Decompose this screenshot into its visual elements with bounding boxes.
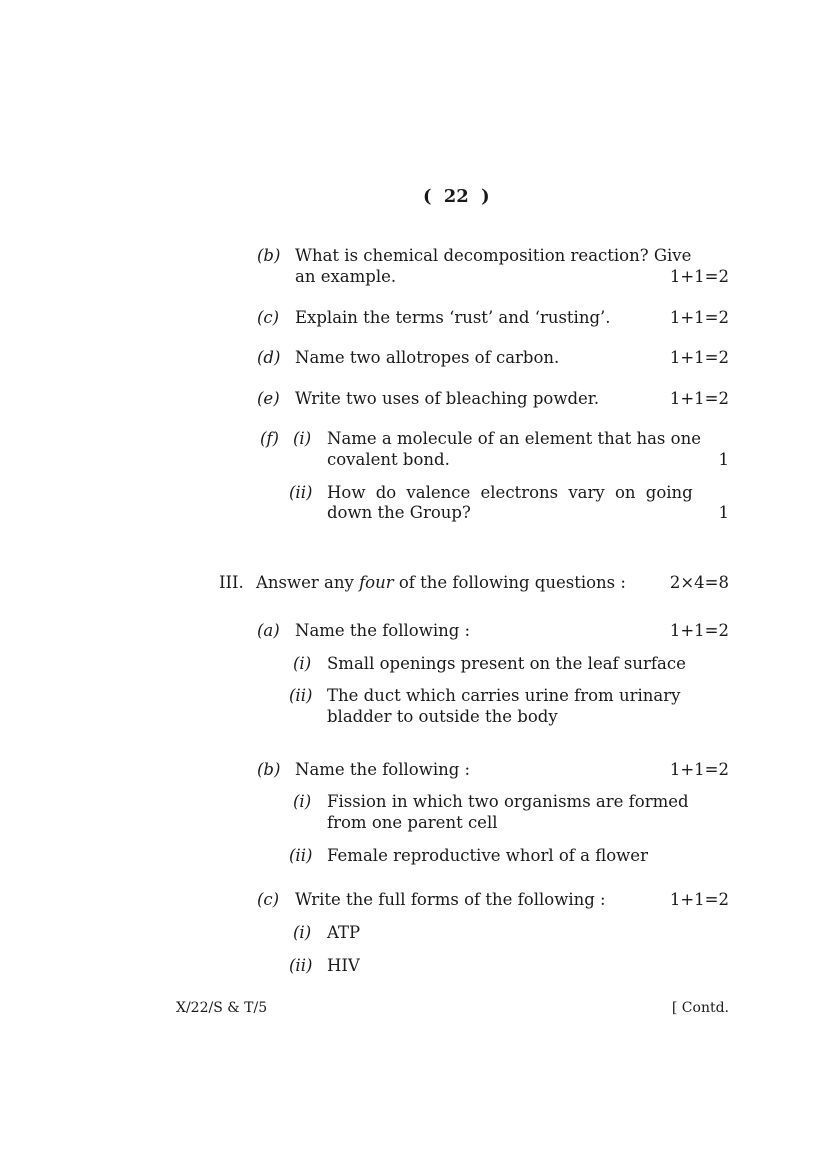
subquestion-text: down the Group?	[327, 503, 471, 522]
subquestion-text: The duct which carries urine from urinary	[327, 686, 681, 705]
subquestion-text: covalent bond.	[327, 450, 450, 469]
subquestion-label: (ii)	[289, 956, 313, 975]
subquestion-label: (i)	[293, 429, 312, 448]
subquestion-label: (ii)	[289, 686, 313, 705]
question-label: (e)	[257, 389, 280, 408]
section-numeral: III.	[219, 573, 244, 592]
instruction-text: Answer any	[256, 573, 360, 592]
subquestion-label: (i)	[293, 792, 312, 811]
marks: 1	[718, 503, 729, 522]
subquestion-label: (ii)	[289, 846, 313, 865]
paper-code: X/22/S & T/5	[176, 1000, 268, 1016]
marks: 1+1=2	[669, 348, 729, 367]
subquestion-text: Female reproductive whorl of a flower	[327, 846, 648, 865]
marks: 1+1=2	[669, 621, 729, 640]
subquestion-text: How do valence electrons vary on going	[327, 483, 693, 502]
subquestion-text: HIV	[327, 956, 360, 975]
subquestion-text: bladder to outside the body	[327, 707, 558, 726]
marks: 2×4=8	[669, 573, 729, 592]
subquestion-text: from one parent cell	[327, 813, 498, 832]
continued-note: [ Contd.	[671, 1000, 729, 1016]
question-text: What is chemical decomposition reaction? Give	[295, 246, 692, 265]
question-label: (a)	[257, 621, 280, 640]
question-text: Name two allotropes of carbon.	[295, 348, 560, 367]
marks: 1+1=2	[669, 760, 729, 779]
page-number: ( 22 )	[423, 186, 490, 207]
question-text: an example.	[295, 267, 397, 286]
marks: 1+1=2	[669, 267, 729, 286]
question-label: (d)	[257, 348, 281, 367]
subquestion-text: Small openings present on the leaf surface	[327, 654, 686, 673]
question-label: (c)	[257, 890, 280, 909]
marks: 1+1=2	[669, 308, 729, 327]
subquestion-label: (ii)	[289, 483, 313, 502]
marks: 1	[718, 450, 729, 469]
subquestion-text: Name a molecule of an element that has one	[327, 429, 701, 448]
question-label: (c)	[257, 308, 280, 327]
question-text: Write two uses of bleaching powder.	[295, 389, 600, 408]
question-text: Name the following :	[295, 621, 471, 640]
subquestion-text: ATP	[327, 923, 361, 942]
instruction-emphasis: four	[359, 573, 394, 592]
section-instruction	[256, 573, 626, 592]
question-label: (b)	[257, 246, 281, 265]
marks: 1+1=2	[669, 890, 729, 909]
question-text: Name the following :	[295, 760, 471, 779]
question-label: (b)	[257, 760, 281, 779]
instruction-text: of the following questions :	[393, 573, 626, 592]
subquestion-text: Fission in which two organisms are formed	[327, 792, 689, 811]
subquestion-label: (i)	[293, 654, 312, 673]
marks: 1+1=2	[669, 389, 729, 408]
subquestion-label: (i)	[293, 923, 312, 942]
question-text: Write the full forms of the following :	[295, 890, 606, 909]
question-text: Explain the terms ‘rust’ and ‘rusting’.	[295, 308, 611, 327]
question-label: (f)	[260, 429, 279, 448]
